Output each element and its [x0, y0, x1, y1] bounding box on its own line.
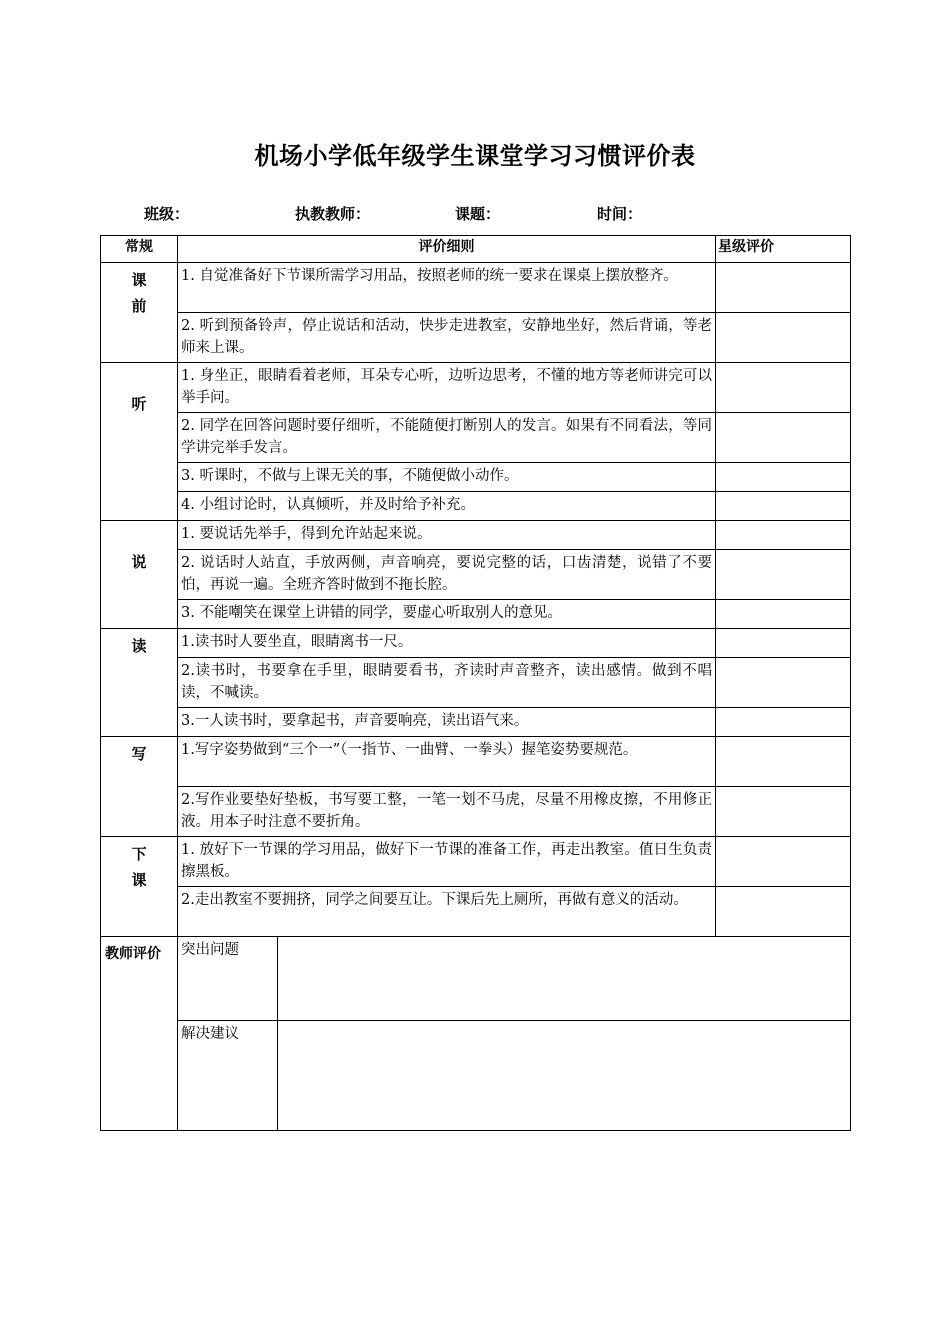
table-row [101, 492, 851, 521]
table-row [101, 550, 851, 600]
rule-cell: 1. 自觉准备好下节课所需学习用品，按照老师的统一要求在课桌上摆放整齐。 [178, 263, 716, 313]
rule-cell: 1. 放好下一节课的学习用品，做好下一节课的准备工作，再走出教室。值日生负责擦黑板。 [178, 837, 716, 887]
table-row [101, 263, 851, 313]
table-row [101, 463, 851, 492]
star-rating-cell[interactable] [716, 363, 851, 413]
prominent-issues-label: 突出问题 [178, 937, 278, 1021]
category-char: 读 [131, 637, 147, 655]
rule-cell: 3. 听课时，不做与上课无关的事，不随便做小动作。 [178, 463, 716, 492]
lesson-label: 课题： [455, 205, 501, 223]
rule-cell: 2.走出教室不要拥挤，同学之间要互让。下课后先上厕所，再做有意义的活动。 [178, 887, 716, 937]
star-rating-cell[interactable] [716, 521, 851, 550]
rule-cell: 2.读书时，书要拿在手里，眼睛要看书，齐读时声音整齐，读出感情。做到不唱读，不喊读。 [178, 658, 716, 708]
evaluation-table [100, 235, 851, 1131]
rule-cell: 2. 同学在回答问题时要仔细听，不能随便打断别人的发言。如果有不同看法，等同学讲完举手发言。 [178, 413, 716, 463]
category-write [101, 737, 178, 837]
star-rating-cell[interactable] [716, 658, 851, 708]
rule-cell: 4. 小组讨论时，认真倾听，并及时给予补充。 [178, 492, 716, 521]
page-title: 机场小学低年级学生课堂学习习惯评价表 [254, 142, 696, 170]
table-row [101, 787, 851, 837]
rule-cell: 1. 身坐正，眼睛看着老师，耳朵专心听，边听边思考，不懂的地方等老师讲完可以举手问。 [178, 363, 716, 413]
star-rating-cell[interactable] [716, 413, 851, 463]
star-rating-cell[interactable] [716, 737, 851, 787]
rule-cell: 3.一人读书时，要拿起书，声音要响亮，读出语气来。 [178, 708, 716, 737]
category-char: 听 [131, 395, 147, 413]
table-row [101, 600, 851, 629]
rule-cell: 2. 说话时人站直，手放两侧，声音响亮，要说完整的话，口齿清楚，说错了不要怕，再说一遍。全班齐答时做到不拖长腔。 [178, 550, 716, 600]
teacher-label: 执教教师： [295, 205, 371, 223]
table-row [101, 363, 851, 413]
rule-cell: 3. 不能嘲笑在课堂上讲错的同学，要虚心听取别人的意见。 [178, 600, 716, 629]
category-before-class [101, 263, 178, 363]
table-row [101, 658, 851, 708]
star-rating-cell[interactable] [716, 492, 851, 521]
table-row [101, 737, 851, 787]
category-char: 前 [131, 297, 147, 315]
category-char: 课 [131, 271, 147, 289]
star-rating-cell[interactable] [716, 887, 851, 937]
star-rating-cell[interactable] [716, 629, 851, 658]
star-rating-cell[interactable] [716, 600, 851, 629]
table-row [101, 708, 851, 737]
star-rating-cell[interactable] [716, 837, 851, 887]
header-star-rating: 星级评价 [716, 236, 851, 263]
rule-cell: 1.读书时人要坐直，眼睛离书一尺。 [178, 629, 716, 658]
table-row [101, 521, 851, 550]
category-char: 说 [131, 553, 147, 571]
time-label: 时间： [597, 205, 643, 223]
category-char: 写 [131, 745, 147, 763]
table-row [101, 887, 851, 937]
star-rating-cell[interactable] [716, 550, 851, 600]
rule-cell: 1.写字姿势做到“三个一”（一指节、一曲臂、一拳头）握笔姿势要规范。 [178, 737, 716, 787]
category-char: 下 [131, 845, 147, 863]
table-row [101, 937, 851, 1021]
rule-cell: 2. 听到预备铃声，停止说话和活动，快步走进教室，安静地坐好，然后背诵，等老师来上课。 [178, 313, 716, 363]
star-rating-cell[interactable] [716, 263, 851, 313]
category-char: 课 [131, 871, 147, 889]
prominent-issues-field[interactable] [278, 937, 851, 1021]
table-header-row [101, 236, 851, 263]
category-read [101, 629, 178, 737]
table-row [101, 413, 851, 463]
table-row [101, 1021, 851, 1131]
star-rating-cell[interactable] [716, 313, 851, 363]
table-row [101, 313, 851, 363]
rule-cell: 1. 要说话先举手，得到允许站起来说。 [178, 521, 716, 550]
star-rating-cell[interactable] [716, 463, 851, 492]
class-label: 班级： [144, 205, 190, 223]
suggestions-label: 解决建议 [178, 1021, 278, 1131]
star-rating-cell[interactable] [716, 708, 851, 737]
star-rating-cell[interactable] [716, 787, 851, 837]
header-category: 常规 [101, 236, 178, 263]
header-rules: 评价细则 [178, 236, 716, 263]
rule-cell: 2.写作业要垫好垫板，书写要工整，一笔一划不马虎，尽量不用橡皮擦，不用修正液。用本子时注意不要折角。 [178, 787, 716, 837]
suggestions-field[interactable] [278, 1021, 851, 1131]
table-row [101, 837, 851, 887]
category-teacher-eval: 教师评价 [101, 937, 178, 1131]
category-after-class [101, 837, 178, 937]
category-speak [101, 521, 178, 629]
category-listen [101, 363, 178, 521]
table-row [101, 629, 851, 658]
